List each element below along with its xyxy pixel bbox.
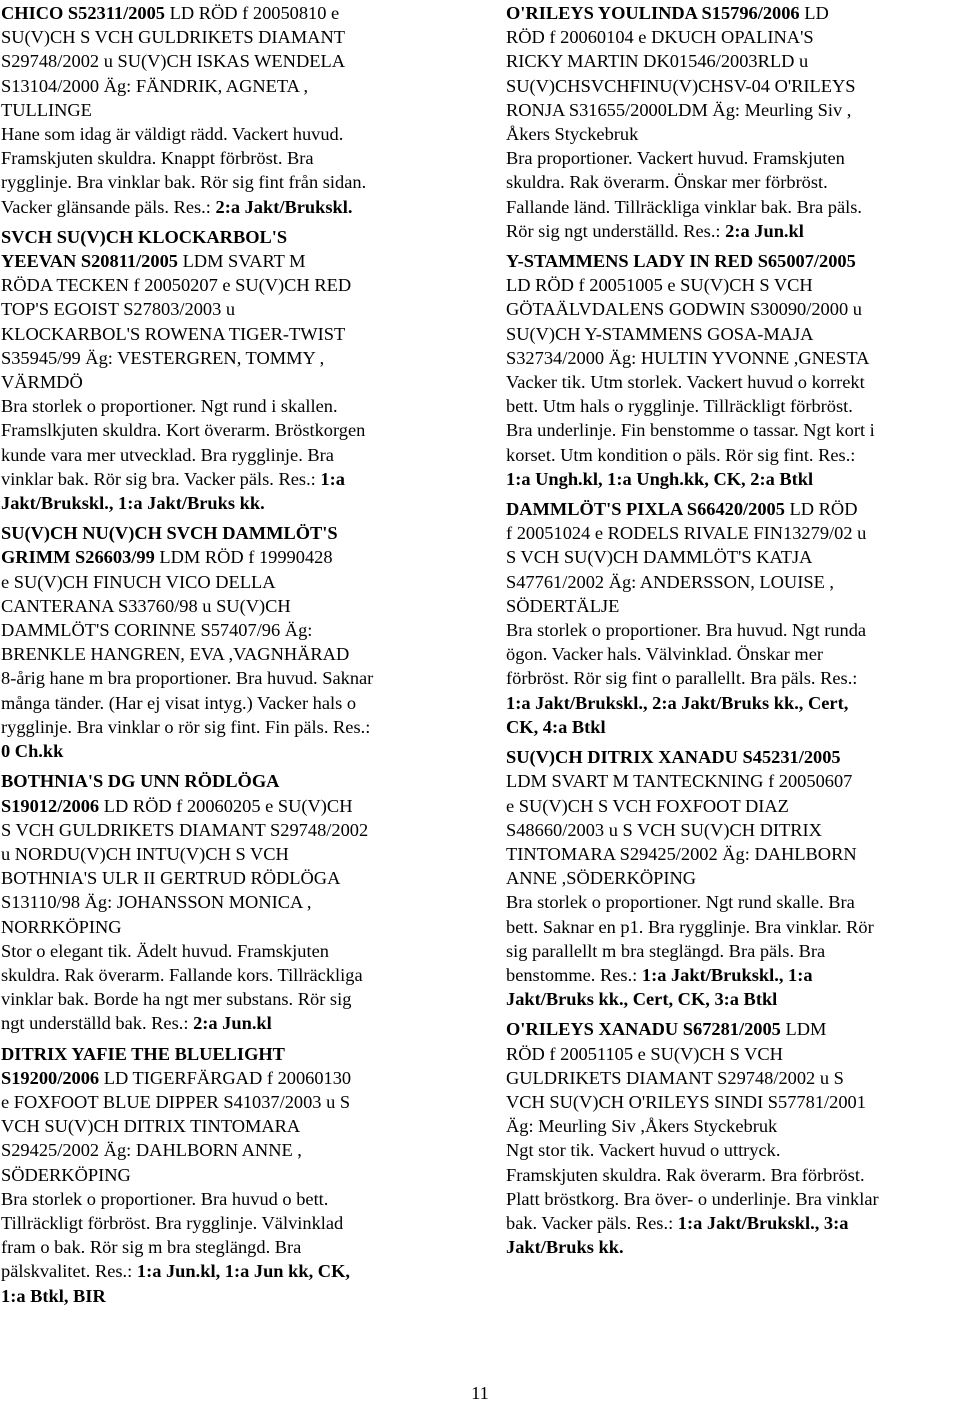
text-line <box>506 769 959 793</box>
text-line <box>506 866 959 890</box>
body-text: S VCH GULDRIKETS DIAMANT S29748/2002 <box>1 819 369 840</box>
text-line <box>506 1 959 25</box>
body-text: kunde vara mer utvecklad. Bra rygglinje. Bra <box>1 444 334 465</box>
bold-text: DITRIX YAFIE THE BLUELIGHT <box>1 1043 285 1064</box>
bold-text: Jakt/Brukskl., 1:a Jakt/Bruks kk. <box>1 493 265 514</box>
text-line <box>506 370 959 394</box>
text-line <box>506 1138 959 1162</box>
body-text: LD <box>799 3 829 23</box>
body-text: Stor o elegant tik. Ädelt huvud. Framskjuten <box>1 940 329 961</box>
text-line <box>1 98 454 122</box>
dog-entry <box>1 1042 454 1308</box>
body-text: vinklar bak. Rör sig bra. Vacker päls. Res.: <box>1 468 321 489</box>
body-text: TOP'S EGOIST S27803/2003 u <box>1 299 236 320</box>
text-line <box>506 521 959 545</box>
body-text: CANTERANA S33760/98 u SU(V)CH <box>1 595 291 616</box>
text-line <box>1 545 454 569</box>
body-text: SU(V)CH S VCH GULDRIKETS DIAMANT <box>1 27 345 48</box>
bold-text: 1:a Jakt/Brukskl., 3:a <box>677 1212 849 1233</box>
body-text: LDM <box>780 1019 827 1040</box>
text-line <box>506 987 959 1011</box>
text-line <box>1 74 454 98</box>
dog-entry <box>506 1017 959 1259</box>
text-line <box>1 963 454 987</box>
left-column <box>1 1 454 1308</box>
text-line <box>506 497 959 521</box>
text-line <box>1 491 454 515</box>
dog-entry <box>506 249 959 491</box>
text-line <box>506 890 959 914</box>
text-line <box>506 49 959 73</box>
dog-entry <box>506 745 959 1011</box>
text-line <box>1 370 454 394</box>
text-line <box>1 1259 454 1283</box>
text-line <box>1 394 454 418</box>
text-line <box>506 74 959 98</box>
text-line <box>506 642 959 666</box>
text-line <box>506 818 959 842</box>
text-line <box>1 25 454 49</box>
text-line <box>1 195 454 219</box>
body-text: Framskjuten skuldra. Rak överarm. Bra förbröst. <box>506 1164 865 1185</box>
body-text: DAMMLÖT'S CORINNE S57407/96 Äg: <box>1 620 313 641</box>
text-line <box>1 1138 454 1162</box>
bold-text: O'RILEYS YOULINDA S15796/2006 <box>506 3 800 23</box>
bold-text: Jakt/Bruks kk. <box>506 1237 624 1258</box>
text-line <box>506 122 959 146</box>
bold-text: SVCH SU(V)CH KLOCKARBOL'S <box>1 226 288 247</box>
body-text: RÖD f 20060104 e DKUCH OPALINA'S <box>506 27 814 48</box>
body-text: Åkers Styckebruk <box>506 124 639 145</box>
bold-text: GRIMM S26603/99 <box>1 547 155 568</box>
body-text: e FOXFOOT BLUE DIPPER S41037/2003 u S <box>1 1091 351 1112</box>
body-text: SU(V)CHSVCHFINU(V)CHSV-04 O'RILEYS <box>506 75 856 96</box>
body-text: RICKY MARTIN DK01546/2003RLD u <box>506 51 809 72</box>
text-line <box>506 273 959 297</box>
text-line <box>506 939 959 963</box>
body-text: Hane som idag är väldigt rädd. Vackert huvud. <box>1 124 344 145</box>
body-text: RÖDA TECKEN f 20050207 e SU(V)CH RED <box>1 275 352 296</box>
text-line <box>1 1090 454 1114</box>
text-line <box>1 146 454 170</box>
body-text: Vacker glänsande päls. Res.: <box>1 196 216 217</box>
bold-text: SU(V)CH DITRIX XANADU S45231/2005 <box>506 747 841 768</box>
text-line <box>1 691 454 715</box>
body-text: KLOCKARBOL'S ROWENA TIGER-TWIST <box>1 323 346 344</box>
text-line <box>1 715 454 739</box>
text-line <box>506 915 959 939</box>
body-text: Bra storlek o proportioner. Bra huvud. Ngt runda <box>506 620 867 641</box>
text-line <box>1 1114 454 1138</box>
body-text: S47761/2002 Äg: ANDERSSON, LOUISE , <box>506 571 834 592</box>
text-line <box>1 297 454 321</box>
body-text: BRENKLE HANGREN, EVA ,VAGNHÄRAD <box>1 644 350 665</box>
bold-text: CK, 4:a Btkl <box>506 716 606 737</box>
dog-entry <box>1 225 454 515</box>
text-line <box>506 794 959 818</box>
body-text: GÖTAÄLVDALENS GODWIN S30090/2000 u <box>506 299 862 320</box>
text-line <box>506 25 959 49</box>
text-line <box>1 170 454 194</box>
text-line <box>1 794 454 818</box>
body-text: LD TIGERFÄRGAD f 20060130 <box>99 1067 352 1088</box>
body-text: Rör sig ngt underställd. Res.: <box>506 220 726 241</box>
body-text: ngt underställd bak. Res.: <box>1 1013 194 1034</box>
text-line <box>506 249 959 273</box>
text-line <box>1 1187 454 1211</box>
text-line <box>1 915 454 939</box>
text-line <box>506 146 959 170</box>
text-line <box>1 818 454 842</box>
right-column <box>506 1 959 1259</box>
text-line <box>506 1163 959 1187</box>
text-line <box>506 1090 959 1114</box>
text-line <box>1 1011 454 1035</box>
body-text: benstomme. Res.: <box>506 964 642 985</box>
body-text: SÖDERKÖPING <box>1 1164 131 1185</box>
body-text: ögon. Vacker hals. Välvinklad. Önskar mer <box>506 644 823 665</box>
bold-text: YEEVAN S20811/2005 <box>1 251 178 272</box>
text-line <box>1 1284 454 1308</box>
text-line <box>1 642 454 666</box>
bold-text: 1:a Ungh.kl, 1:a Ungh.kk, CK, 2:a Btkl <box>506 468 814 489</box>
body-text: Fallande länd. Tillräckliga vinklar bak. Bra päls. <box>506 196 862 217</box>
bold-text: S19200/2006 <box>1 1067 100 1088</box>
text-line <box>1 467 454 491</box>
text-line <box>1 322 454 346</box>
body-text: skuldra. Rak överarm. Önskar mer förbröst. <box>506 172 828 193</box>
body-text: Bra storlek o proportioner. Bra huvud o bett. <box>1 1188 329 1209</box>
bold-text: DAMMLÖT'S PIXLA S66420/2005 <box>506 499 785 520</box>
bold-text: CHICO S52311/2005 <box>1 3 166 23</box>
bold-text: 2:a Jun.kl <box>725 220 804 241</box>
text-line <box>1 618 454 642</box>
body-text: Tillräckligt förbröst. Bra rygglinje. Välvinklad <box>1 1212 344 1233</box>
text-line <box>506 170 959 194</box>
text-line <box>1 1211 454 1235</box>
body-text: S VCH SU(V)CH DAMMLÖT'S KATJA <box>506 547 813 568</box>
body-text: S13110/98 Äg: JOHANSSON MONICA , <box>1 892 312 913</box>
text-line <box>506 297 959 321</box>
text-line <box>1 1042 454 1066</box>
dog-entry <box>1 1 454 219</box>
body-text: f 20051024 e RODELS RIVALE FIN13279/02 u <box>506 523 867 544</box>
body-text: S35945/99 Äg: VESTERGREN, TOMMY , <box>1 347 325 368</box>
text-line <box>1 570 454 594</box>
text-line <box>1 842 454 866</box>
text-line <box>506 545 959 569</box>
text-line <box>506 1042 959 1066</box>
body-text: RONJA S31655/2000LDM Äg: Meurling Siv , <box>506 99 852 120</box>
body-text: vinklar bak. Borde ha ngt mer substans. Rör sig <box>1 989 352 1010</box>
dog-entry <box>506 1 959 243</box>
body-text: rygglinje. Bra vinklar bak. Rör sig fint från sidan. <box>1 172 367 193</box>
body-text: Ngt stor tik. Vackert huvud o uttryck. <box>506 1140 781 1161</box>
body-text: u NORDU(V)CH INTU(V)CH S VCH <box>1 843 289 864</box>
body-text: SÖDERTÄLJE <box>506 595 620 616</box>
bold-text: Jakt/Bruks kk., Cert, CK, 3:a Btkl <box>506 989 778 1010</box>
body-text: LD RÖD f 20051005 e SU(V)CH S VCH <box>506 275 813 296</box>
text-line <box>506 842 959 866</box>
body-text: Bra underlinje. Fin benstomme o tassar. Ngt kort i <box>506 420 875 441</box>
text-line <box>506 418 959 442</box>
body-text: S29425/2002 Äg: DAHLBORN ANNE , <box>1 1140 302 1161</box>
body-text: bett. Utm hals o rygglinje. Tillräckligt förbröst. <box>506 396 853 417</box>
body-text: korset. Utm kondition o päls. Rör sig fint. Res.: <box>506 444 856 465</box>
dog-entry <box>506 497 959 739</box>
bold-text: BOTHNIA'S DG UNN RÖDLÖGA <box>1 771 280 792</box>
text-line <box>1 273 454 297</box>
body-text: GULDRIKETS DIAMANT S29748/2002 u S <box>506 1067 844 1088</box>
body-text: S13104/2000 Äg: FÄNDRIK, AGNETA , <box>1 75 309 96</box>
body-text: VÄRMDÖ <box>1 372 83 393</box>
bold-text: 2:a Jakt/Brukskl. <box>215 196 353 217</box>
body-text: Äg: Meurling Siv ,Åkers Styckebruk <box>506 1116 778 1137</box>
text-line <box>1 225 454 249</box>
body-text: Platt bröstkorg. Bra över- o underlinje. Bra vinklar <box>506 1188 879 1209</box>
body-text: fram o bak. Rör sig m bra steglängd. Bra <box>1 1237 302 1258</box>
bold-text: S19012/2006 <box>1 795 100 816</box>
text-line <box>1 249 454 273</box>
text-line <box>1 594 454 618</box>
body-text: S29748/2002 u SU(V)CH ISKAS WENDELA <box>1 51 345 72</box>
body-text: RÖD f 20051105 e SU(V)CH S VCH <box>506 1043 783 1064</box>
bold-text: 2:a Jun.kl <box>193 1013 272 1034</box>
body-text: SU(V)CH Y-STAMMENS GOSA-MAJA <box>506 323 814 344</box>
text-line <box>506 1211 959 1235</box>
body-text: pälskvalitet. Res.: <box>1 1261 137 1282</box>
text-line <box>1 49 454 73</box>
body-text: e SU(V)CH FINUCH VICO DELLA <box>1 571 276 592</box>
body-text: S32734/2000 Äg: HULTIN YVONNE ,GNESTA <box>506 347 870 368</box>
bold-text: 1:a Jun.kl, 1:a Jun kk, CK, <box>136 1261 350 1282</box>
text-line <box>1 666 454 690</box>
text-line <box>506 1066 959 1090</box>
text-line <box>1 890 454 914</box>
text-line <box>506 1235 959 1259</box>
text-line <box>506 666 959 690</box>
text-line <box>506 195 959 219</box>
page-number: 11 <box>471 1383 489 1403</box>
bold-text: 0 Ch.kk <box>1 741 64 762</box>
text-line <box>506 1017 959 1041</box>
body-text: förbröst. Rör sig fint o parallellt. Bra päls. Res.: <box>506 668 858 689</box>
text-line <box>1 1066 454 1090</box>
body-text: många tänder. (Har ej visat intyg.) Vacker hals o <box>1 692 357 713</box>
body-text: LDM SVART M TANTECKNING f 20050607 <box>506 771 853 792</box>
text-line <box>506 1114 959 1138</box>
bold-text: 1:a Jakt/Brukskl., 1:a <box>641 964 813 985</box>
body-text: LD RÖD f 20060205 e SU(V)CH <box>99 795 353 816</box>
text-line <box>1 739 454 763</box>
body-text: Framslkjuten skuldra. Kort överarm. Bröstkorgen <box>1 420 366 441</box>
text-line <box>1 1235 454 1259</box>
body-text: LDM SVART M <box>177 251 306 272</box>
body-text: BOTHNIA'S ULR II GERTRUD RÖDLÖGA <box>1 868 341 889</box>
text-line <box>506 443 959 467</box>
body-text: 8-årig hane m bra proportioner. Bra huvud. Saknar <box>1 668 374 689</box>
text-line <box>506 745 959 769</box>
text-line <box>506 322 959 346</box>
text-line <box>506 691 959 715</box>
text-line <box>506 467 959 491</box>
body-text: S48660/2003 u S VCH SU(V)CH DITRIX <box>506 819 822 840</box>
body-text: Bra proportioner. Vackert huvud. Framskjuten <box>506 148 845 169</box>
bold-text: SU(V)CH NU(V)CH SVCH DAMMLÖT'S <box>1 523 338 544</box>
body-text: ANNE ,SÖDERKÖPING <box>506 868 697 889</box>
body-text: skuldra. Rak överarm. Fallande kors. Tillräckliga <box>1 964 363 985</box>
body-text: e SU(V)CH S VCH FOXFOOT DIAZ <box>506 795 789 816</box>
text-line <box>506 219 959 243</box>
body-text: LDM RÖD f 19990428 <box>154 547 333 568</box>
text-line <box>1 1 454 25</box>
text-line <box>1 1163 454 1187</box>
body-text: LD RÖD <box>784 499 858 520</box>
text-line <box>1 769 454 793</box>
text-line <box>506 594 959 618</box>
text-line <box>1 418 454 442</box>
body-text: Bra storlek o proportioner. Ngt rund skalle. Bra <box>506 892 855 913</box>
text-line <box>506 98 959 122</box>
text-line <box>1 939 454 963</box>
bold-text: 1:a Btkl, BIR <box>1 1285 106 1306</box>
text-line <box>1 987 454 1011</box>
body-text: VCH SU(V)CH O'RILEYS SINDI S57781/2001 <box>506 1091 866 1112</box>
dog-entry <box>1 521 454 763</box>
bold-text: O'RILEYS XANADU S67281/2005 <box>506 1019 781 1040</box>
text-line <box>506 1187 959 1211</box>
body-text: TINTOMARA S29425/2002 Äg: DAHLBORN <box>506 843 857 864</box>
text-line <box>1 122 454 146</box>
body-text: TULLINGE <box>1 99 92 120</box>
text-line <box>506 963 959 987</box>
body-text: bak. Vacker päls. Res.: <box>506 1212 678 1233</box>
body-text: rygglinje. Bra vinklar o rör sig fint. Fin päls. Res.: <box>1 716 371 737</box>
text-line <box>506 394 959 418</box>
text-line <box>1 521 454 545</box>
text-line <box>506 570 959 594</box>
text-line <box>506 715 959 739</box>
body-text: bett. Saknar en p1. Bra rygglinje. Bra vinklar. Rör <box>506 916 874 937</box>
body-text: Bra storlek o proportioner. Ngt rund i skallen. <box>1 396 338 417</box>
body-text: Framskjuten skuldra. Knappt förbröst. Bra <box>1 148 314 169</box>
bold-text: Y-STAMMENS LADY IN RED S65007/2005 <box>506 251 856 272</box>
text-line <box>1 443 454 467</box>
body-text: VCH SU(V)CH DITRIX TINTOMARA <box>1 1116 301 1137</box>
dog-entry <box>1 769 454 1035</box>
body-text: sig parallellt m bra steglängd. Bra päls. Bra <box>506 940 826 961</box>
text-line <box>1 346 454 370</box>
body-text: Vacker tik. Utm storlek. Vackert huvud o korrekt <box>506 372 865 393</box>
text-line <box>506 618 959 642</box>
text-line <box>506 346 959 370</box>
text-line <box>1 866 454 890</box>
bold-text: 1:a Jakt/Brukskl., 2:a Jakt/Bruks kk., Cert, <box>506 692 849 713</box>
body-text: NORRKÖPING <box>1 916 122 937</box>
bold-text: 1:a <box>320 468 345 489</box>
body-text: LD RÖD f 20050810 e <box>165 3 340 23</box>
